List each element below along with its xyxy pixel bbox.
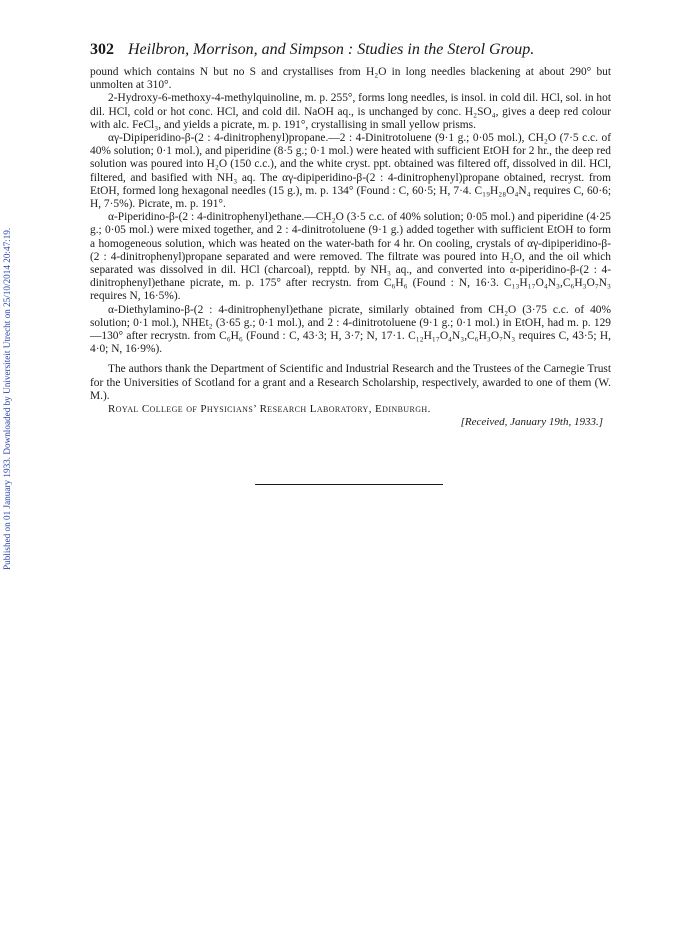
paragraph-piperidino: α-Piperidino-β-(2 : 4-dinitrophenyl)ethane.—CH₂O (3·5 c.c. of 40% solution; 0·05 mol.) and piperidine (4·25 g.; 0·05 mol.) were mixed together, and 2 : 4-dinitrotoluene (9·1 g.) added together with sufficient EtOH to form a homogeneous solution, which was heated on the water-bath for 4 hr. On cooling, crystals of αγ-dipiperidino-β-(2 : 4-dinitrophenyl)propane separated and were removed. The filtrate was poured into H₂O, and the oil which separated was dissolved in dil. HCl (charcoal), repptd. by NH₃ aq., and converted into α-piperidino-β-(2 : 4-dinitrophenyl)ethane picrate, m. p. 175° after recrystn. from C₆H₆ (Found : N, 16·3. C₁₃H₁₇O₄N₃,C₆H₃O₇N₃ requires N, 16·5%). [90,211,611,303]
acknowledgement: The authors thank the Department of Scientific and Industrial Research and the Trustees of the Carnegie Trust for the Universities of Scotland for a grant and a Research Scholarship, respectively, awarded to one of them (W. M.). [90,363,611,402]
paragraph-quinoline: 2-Hydroxy-6-methoxy-4-methylquinoline, m. p. 255°, forms long needles, is insol. in cold dil. HCl, sol. in hot dil. HCl, cold or hot conc. HCl, and cold dil. NaOH aq., is unchanged by conc. H₂SO₄, gives a deep red colour with alc. FeCl₃, and yields a picrate, m. p. 191°, crystallising in small yellow prisms. [90,92,611,131]
running-title: Heilbron, Morrison, and Simpson : Studies in the Sterol Group. [128,41,535,58]
paragraph-dipiperidino: αγ-Dipiperidino-β-(2 : 4-dinitrophenyl)propane.—2 : 4-Dinitrotoluene (9·1 g.; 0·05 mol.), CH₂O (7·5 c.c. of 40% solution; 0·1 mol.), and piperidine (8·5 g.; 0·1 mol.) were heated with sufficient EtOH for 2 hr., the deep red solution was poured into H₂O (150 c.c.), and the white cryst. ppt. obtained was filtered off, dissolved in dil. HCl, filtered, and basified with NH₃ aq. The αγ-dipiperidino-β-(2 : 4-dinitrophenyl)propane obtained, recryst. from EtOH, formed long hexagonal needles (15 g.), m. p. 134° (Found : C, 60·5; H, 7·4. C₁₉H₂₈O₄N₄ requires C, 60·6; H, 7·5%). Picrate, m. p. 191°. [90,132,611,211]
page-number: 302 [90,41,114,58]
affiliation: Royal College of Physicians’ Research Laboratory, Edinburgh. [108,403,431,416]
paragraph-diethylamino: α-Diethylamino-β-(2 : 4-dinitrophenyl)ethane picrate, similarly obtained from CH₂O (3·75 c.c. of 40% solution; 0·1 mol.), NHEt₂ (3·65 g.; 0·1 mol.), and 2 : 4-dinitrotoluene (9·1 g.; 0·1 mol.) in EtOH, had m. p. 129—130° after recrystn. from C₆H₆ (Found : C, 43·3; H, 3·7; N, 17·1. C₁₂H₁₇O₄N₃,C₆H₃O₇N₃ requires C, 43·5; H, 4·0; N, 16·9%). [90,303,611,356]
article-body [90,66,611,429]
end-rule [255,484,443,485]
download-notice [2,180,20,580]
download-notice-text: Published on 01 January 1933. Downloaded by Universiteit Utrecht on 25/10/2014 20:47:19. [2,227,12,570]
paragraph-continuation: pound which contains N but no S and crystallises from H₂O in long needles blackening at about 290° but unmolten at 310°. [90,66,611,92]
received-date: [Received, January 19th, 1933.] [460,416,603,429]
running-header [90,40,620,60]
